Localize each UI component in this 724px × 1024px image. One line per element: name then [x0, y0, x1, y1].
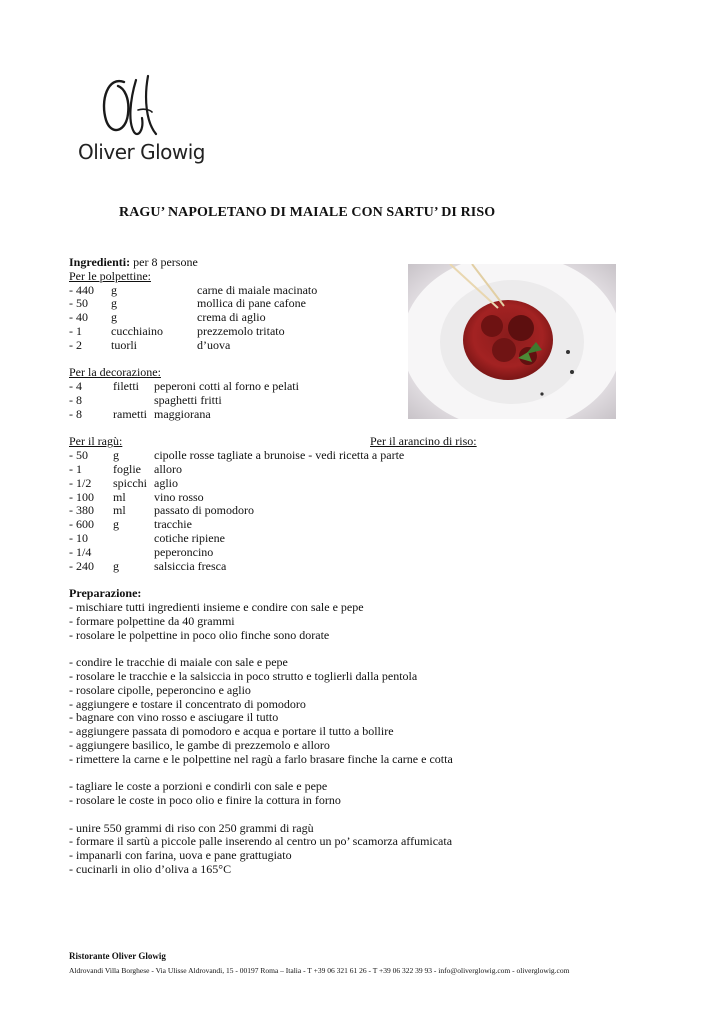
ingredient-qty: - 2: [69, 337, 82, 352]
ingredient-row: [69, 546, 499, 560]
ingredient-row: [69, 518, 499, 532]
preparation-step: - rimettere la carne e le polpettine nel ragù a farlo brasare finche la carne e cotta: [69, 751, 453, 766]
ingredient-name: crema di aglio: [197, 310, 266, 325]
ingredient-qty: - 1/4: [69, 544, 92, 559]
ingredient-unit: g: [111, 310, 117, 325]
ingredient-unit: ml: [113, 503, 126, 518]
ingredient-name: peperoni cotti al forno e pelati: [154, 379, 299, 394]
ingredient-qty: - 40: [69, 310, 88, 325]
preparation-step: - impanarli con farina, uova e pane grattugiato: [69, 848, 292, 863]
ingredient-unit: g: [113, 558, 119, 573]
ingredient-qty: - 100: [69, 489, 94, 504]
preparation-step: - aggiungere e tostare il concentrato di pomodoro: [69, 696, 306, 711]
ingredient-row: [69, 504, 499, 518]
ingredient-unit: filetti: [113, 379, 139, 394]
preparation-step: - rosolare le coste in poco olio e finire la cottura in forno: [69, 793, 341, 808]
preparation-step: - tagliare le coste a porzioni e condirli con sale e pepe: [69, 779, 328, 794]
ingredient-name: passato di pomodoro: [154, 503, 254, 518]
preparation-step: - unire 550 grammi di riso con 250 grammi di ragù: [69, 820, 314, 835]
ingredient-qty: - 380: [69, 503, 94, 518]
logo-name: Oliver Glowig: [78, 140, 205, 164]
ingredient-qty: - 1: [69, 461, 82, 476]
ingredient-name: d’uova: [197, 337, 231, 352]
ingredient-unit: g: [113, 448, 119, 463]
ingredient-row: [69, 463, 499, 477]
ingredient-unit: foglie: [113, 461, 141, 476]
ingredient-qty: - 8: [69, 392, 82, 407]
ingredient-name: tracchie: [154, 517, 192, 532]
preparation-step: - formare polpettine da 40 grammi: [69, 613, 235, 628]
ingredient-name: mollica di pane cafone: [197, 296, 306, 311]
ingredient-qty: - 240: [69, 558, 94, 573]
ingredient-name: prezzemolo tritato: [197, 323, 285, 338]
ingredient-unit: g: [113, 517, 119, 532]
ingredient-name: peperoncino: [154, 544, 214, 559]
decorazione-heading: Per la decorazione:: [69, 365, 161, 380]
preparation-step: - aggiungere passata di pomodoro e acqua e portare il tutto a bollire: [69, 724, 394, 739]
ingredient-row: [69, 477, 499, 491]
recipe-title: RAGU’ NAPOLETANO DI MAIALE CON SARTU’ DI RISO: [119, 205, 496, 220]
ingredient-name: alloro: [154, 461, 182, 476]
ingredient-unit: spicchi: [113, 475, 147, 490]
preparation-step: - rosolare le polpettine in poco olio finche sono dorate: [69, 627, 330, 642]
dish-photo: [408, 264, 616, 419]
ingredient-unit: ml: [113, 489, 126, 504]
ingredient-name: salsiccia fresca: [154, 558, 227, 573]
preparation-step: - rosolare cipolle, peperoncino e aglio: [69, 682, 251, 697]
ingredient-name: cotiche ripiene: [154, 530, 225, 545]
ingredient-qty: - 1/2: [69, 475, 92, 490]
ingredient-name: spaghetti fritti: [154, 392, 222, 407]
preparation-step: - rosolare le tracchie e la salsiccia in poco strutto e toglierli dalla pentola: [69, 668, 418, 683]
ingredient-row: [69, 449, 499, 463]
ingredient-row: [69, 560, 499, 574]
ingredient-qty: - 10: [69, 530, 88, 545]
preparation-step: - cucinarli in olio d’oliva a 165°C: [69, 862, 232, 877]
preparation-step: - aggiungere basilico, le gambe di prezzemolo e alloro: [69, 737, 330, 752]
ingredient-unit: g: [111, 296, 117, 311]
ingredient-qty: - 600: [69, 517, 94, 532]
ingredient-qty: - 50: [69, 296, 88, 311]
servings: per 8 persone: [130, 255, 198, 269]
ingredient-qty: - 4: [69, 379, 82, 394]
preparation-step: - formare il sartù a piccole palle inserendo al centro un po’ scamorza affumicata: [69, 834, 453, 849]
footer-restaurant-name: Ristorante Oliver Glowig: [69, 951, 166, 961]
ingredient-name: maggiorana: [154, 406, 211, 421]
ingredient-name: carne di maiale macinato: [197, 282, 318, 297]
footer-address: Aldrovandi Villa Borghese - Via Ulisse Aldrovandi, 15 - 00197 Roma – Italia - T +39 06 321 61 26 - T +39 06 322 39 93 - info@oliverglowig.com - oliverglowig.com: [69, 966, 570, 975]
preparation-step: - mischiare tutti ingredienti insieme e condire con sale e pepe: [69, 599, 364, 614]
ingredient-qty: - 8: [69, 406, 82, 421]
ingredient-qty: - 440: [69, 282, 94, 297]
preparation-step: - condire le tracchie di maiale con sale e pepe: [69, 655, 288, 670]
ingredient-unit: rametti: [113, 406, 147, 421]
polpettine-heading: Per le polpettine:: [69, 268, 151, 283]
preparazione-heading: Preparazione:: [69, 586, 142, 601]
ragu-heading: Per il ragù:: [69, 434, 123, 449]
ingredient-row: [69, 491, 499, 505]
ingredient-unit: cucchiaino: [111, 323, 163, 338]
ingredient-name: cipolle rosse tagliate a brunoise - vedi ricetta a parte: [154, 448, 405, 463]
ingredient-qty: - 1: [69, 323, 82, 338]
ingredient-name: vino rosso: [154, 489, 204, 504]
ingredient-unit: tuorli: [111, 337, 137, 352]
preparation-step: - bagnare con vino rosso e asciugare il tutto: [69, 710, 279, 725]
ingredienti-label: Ingredienti:: [69, 255, 131, 269]
arancino-heading: Per il arancino di riso:: [370, 434, 477, 449]
ingredient-row: [69, 532, 499, 546]
ingredient-unit: g: [111, 282, 117, 297]
ingredient-qty: - 50: [69, 448, 88, 463]
ingredient-name: aglio: [154, 475, 178, 490]
